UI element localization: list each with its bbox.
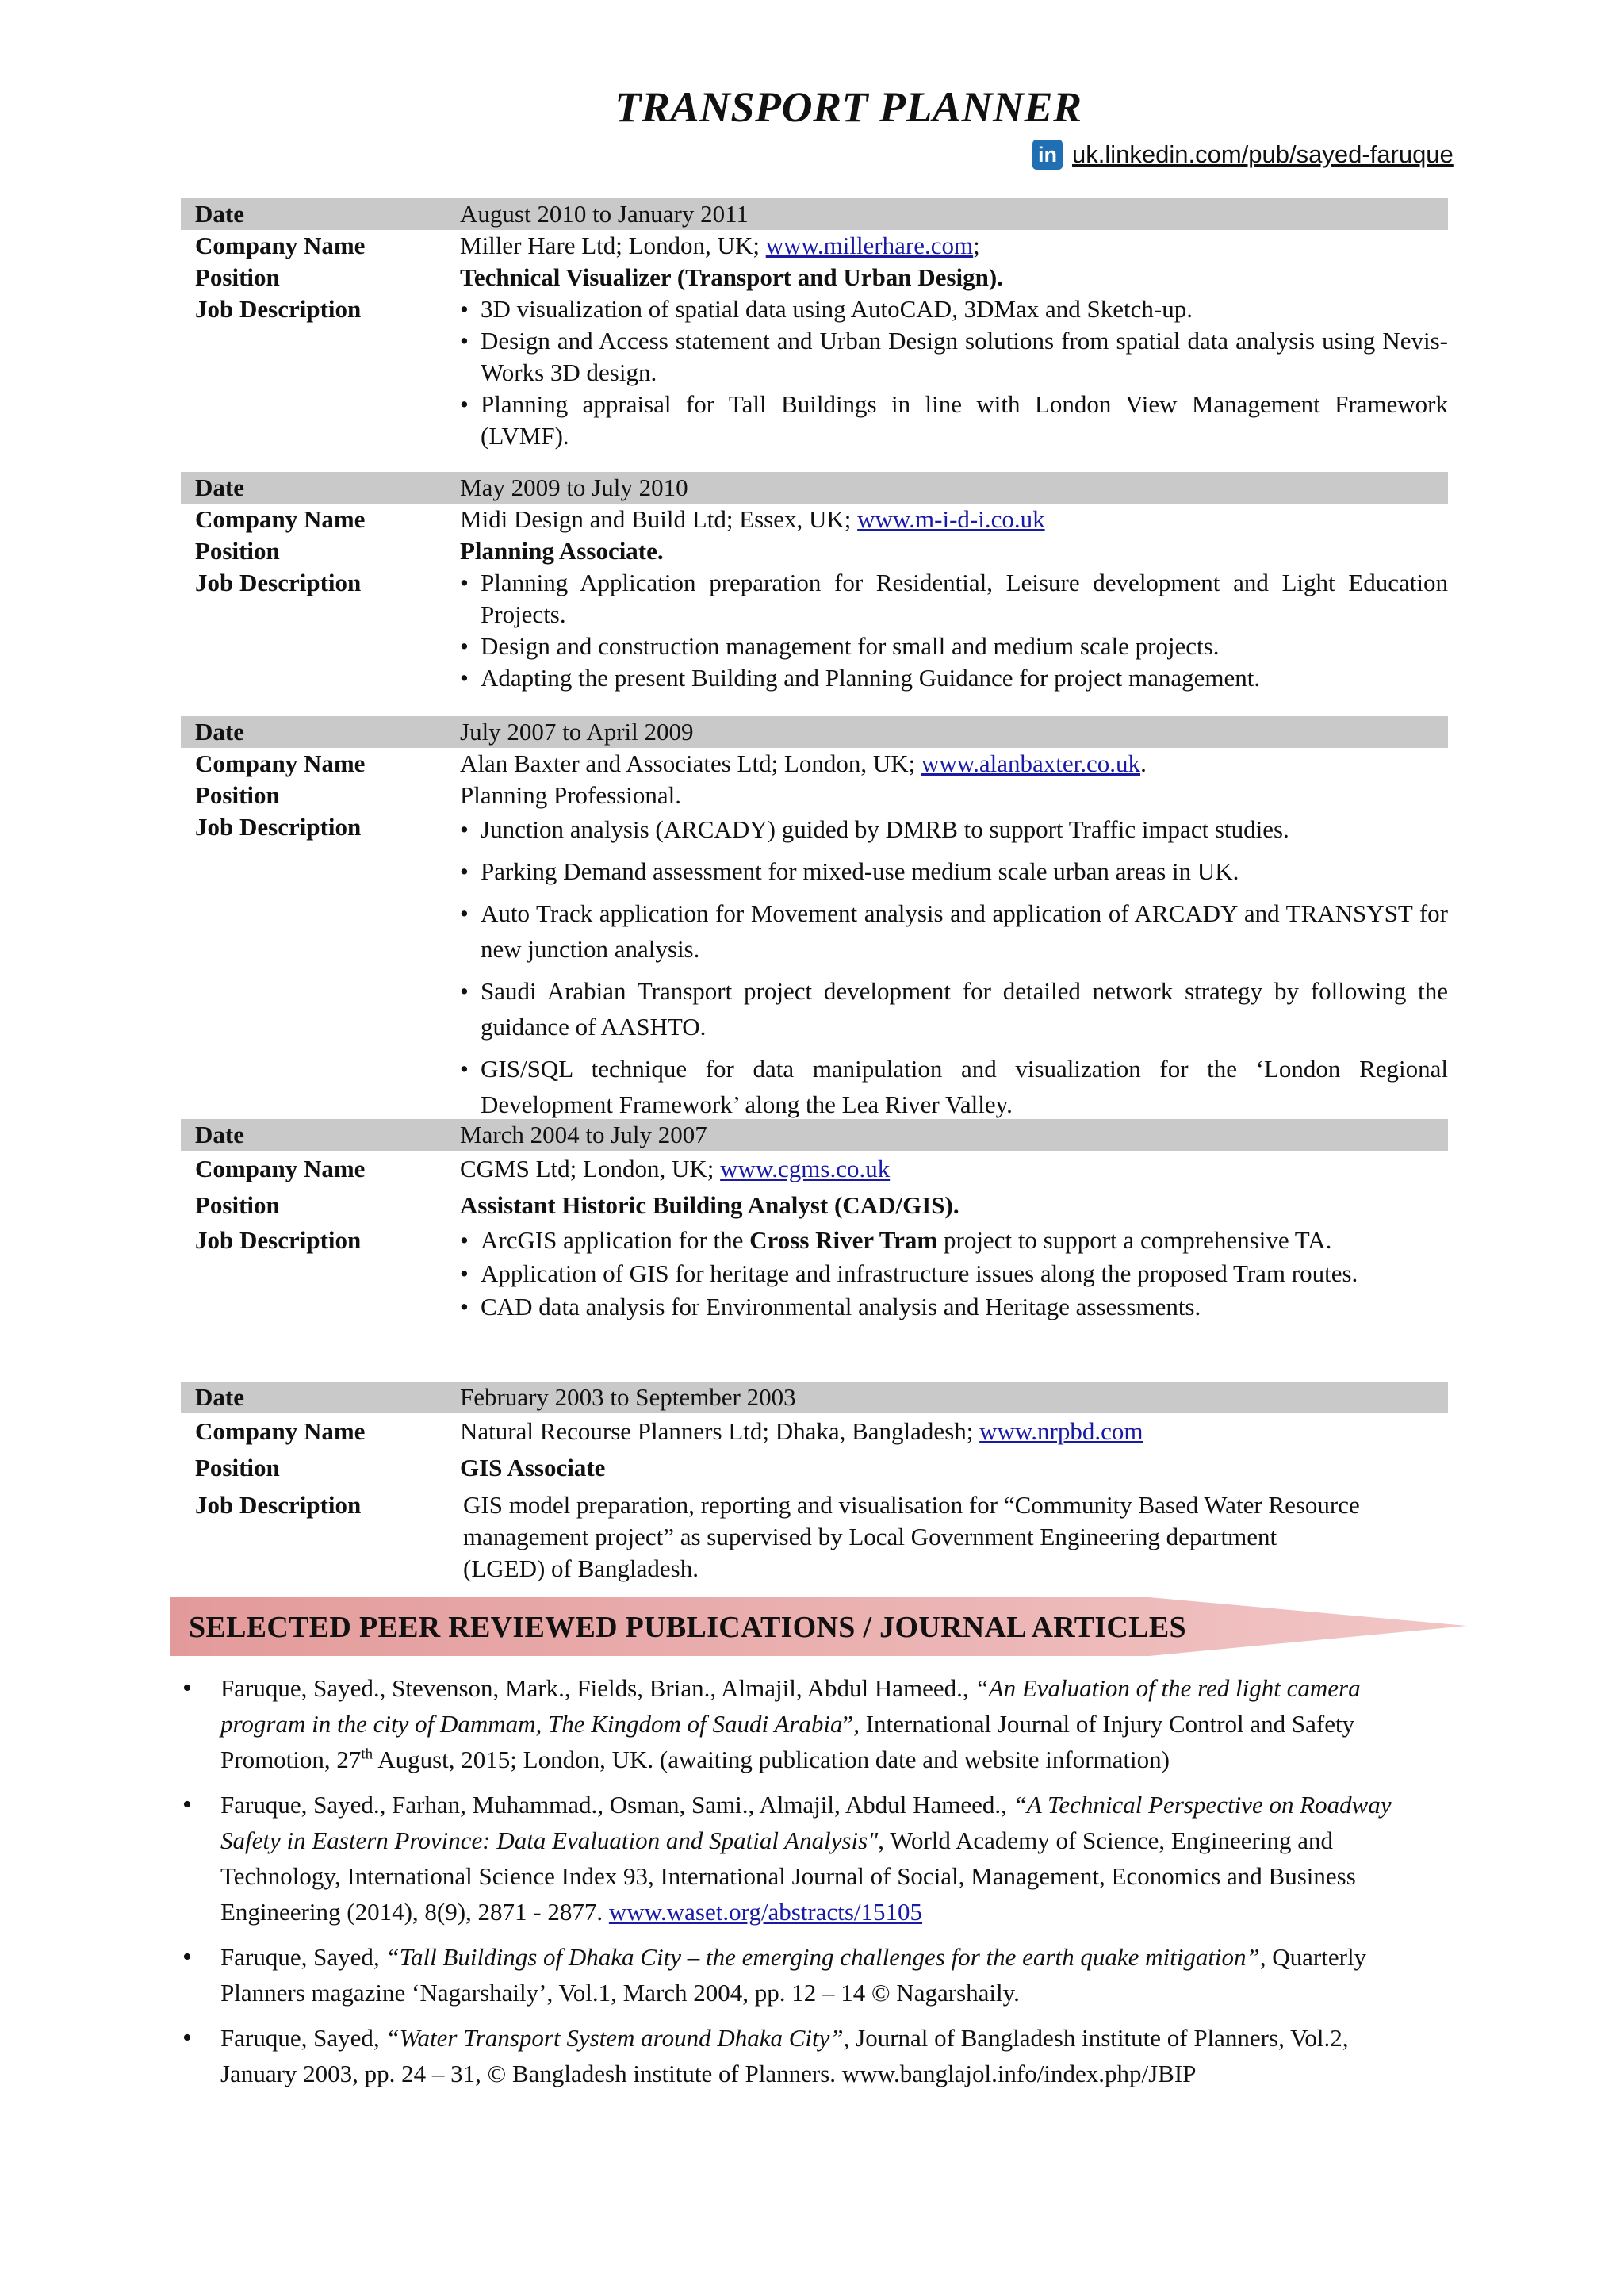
company-link[interactable]: www.m-i-d-i.co.uk [857,505,1045,533]
company-suffix: ; [973,232,980,259]
duty-item: • CAD data analysis for Environmental analysis and Heritage assessments. [460,1290,1448,1324]
date-label: Date [195,473,244,501]
job-date: August 2010 to January 2011 [460,200,749,228]
job-entry [181,1382,1448,1585]
publications-heading: SELECTED PEER REVIEWED PUBLICATIONS / JOURNAL ARTICLES [189,1611,1186,1644]
job-position: Planning Professional. [460,781,681,809]
pub-source: , World Academy of Science, Engineering and Technology, International Science Index 93, International Journal of Social, Management, Economics and Business Engineering (2014), 8(9), 2871 - 2877. [220,1826,1356,1926]
position-label: Position [195,1454,280,1481]
pub-authors: Faruque, Sayed., Stevenson, Mark., Fields, Brian., Almajil, Abdul Hameed., [220,1674,975,1702]
job-position: Planning Associate. [460,537,664,565]
duty-list [460,293,1448,452]
duty-item: • Design and construction management for small and medium scale projects. [460,631,1448,662]
company-suffix: . [1140,749,1147,777]
job-entry [181,1119,1448,1324]
job-date: February 2003 to September 2003 [460,1383,796,1411]
position-label: Position [195,1191,280,1219]
duty-item: • GIS/SQL technique for data manipulation and visualization for the ‘London Regional Development Framework’ along the Lea River Valley. [460,1051,1448,1122]
publication-item [181,1939,1426,2010]
job-description: GIS model preparation, reporting and visualisation for “Community Based Water Resource management project” as supervised by Local Government Engineering department (LGED) of Bangladesh. [463,1491,1360,1582]
duty-text: project to support a comprehensive TA. [937,1226,1332,1254]
company-name [460,504,1448,535]
duty-item: • Adapting the present Building and Planning Guidance for project management. [460,662,1448,694]
duty-highlight: Cross River Tram [749,1226,938,1254]
job-entry [181,472,1448,694]
duty-list [460,811,1448,1129]
company-text: Miller Hare Ltd; London, UK; [460,232,766,259]
duty-item: • Saudi Arabian Transport project development for detailed network strategy by following the guidance of AASHTO. [460,973,1448,1045]
company-label: Company Name [195,505,366,533]
company-link[interactable]: www.nrpbd.com [979,1417,1143,1445]
company-label: Company Name [195,232,366,259]
company-name [460,1413,1448,1450]
linkedin-link[interactable] [1032,140,1454,170]
duty-item: • Planning Application preparation for Residential, Leisure development and Light Education Projects. [460,567,1448,631]
pub-details: , Journal of Bangladesh institute of Planners, Vol.2, January 2003, pp. 24 – 31, © Bangladesh institute of Planners. www.banglajol.info/index.php/JBIP [220,2024,1349,2087]
duty-item: • Planning appraisal for Tall Buildings in line with London View Management Framework (LVMF). [460,389,1448,452]
linkedin-url[interactable]: uk.linkedin.com/pub/sayed-faruque [1072,140,1454,168]
date-row [181,198,1448,230]
date-row [181,1382,1448,1413]
job-position: Technical Visualizer (Transport and Urban Design). [460,263,1003,291]
duty-item: • Design and Access statement and Urban Design solutions from spatial data analysis using Nevis-Works 3D design. [460,325,1448,389]
job-entry [181,716,1448,1129]
duty-item: • Application of GIS for heritage and infrastructure issues along the proposed Tram routes. [460,1257,1448,1290]
job-date: May 2009 to July 2010 [460,473,688,501]
job-position: Assistant Historic Building Analyst (CAD/GIS). [460,1191,959,1219]
company-link[interactable]: www.alanbaxter.co.uk [921,749,1141,777]
publication-item [181,2020,1426,2091]
job-description-label: Job Description [195,569,362,596]
linkedin-icon: in [1032,140,1063,170]
date-label: Date [195,718,244,746]
pub-title: , “Tall Buildings of Dhaka City – the emerging challenges for the earth quake mitigation” [373,1943,1260,1971]
pub-title: “Water Transport System around Dhaka City” [385,2024,844,2052]
date-label: Date [195,1383,244,1411]
company-link[interactable]: www.cgms.co.uk [720,1155,891,1182]
position-label: Position [195,263,280,291]
company-label: Company Name [195,749,366,777]
duty-item [460,1224,1448,1257]
pub-details: , Quarterly Planners magazine ‘Nagarshaily’, Vol.1, March 2004, pp. 12 – 14 © Nagarshaily. [220,1943,1367,2007]
pub-authors: Faruque, Sayed., Farhan, Muhammad., Osman, Sami., Almajil, Abdul Hameed., [220,1791,1013,1819]
pub-details: August, 2015; London, UK. (awaiting publication date and website information) [373,1746,1170,1773]
position-label: Position [195,781,280,809]
duty-item: • 3D visualization of spatial data using AutoCAD, 3DMax and Sketch-up. [460,293,1448,325]
job-description-label: Job Description [195,813,362,841]
company-name [460,748,1448,780]
pub-title: “A Technical Perspective on Roadway Safety in Eastern Province: Data Evaluation and Spatial Analysis" [220,1791,1392,1854]
company-text: CGMS Ltd; London, UK; [460,1155,721,1182]
job-description-label: Job Description [195,1226,362,1254]
job-description-label: Job Description [195,1491,362,1519]
pub-authors: Faruque, Sayed [220,1943,373,1971]
publications-list [181,1670,1426,2101]
page-title: TRANSPORT PLANNER [615,83,1082,131]
pub-source: ”, International Journal of Injury Control and Safety Promotion, 27 [220,1710,1355,1773]
company-name [460,1151,1448,1187]
duty-list [460,567,1448,694]
pub-link[interactable]: www.waset.org/abstracts/15105 [608,1898,923,1926]
publication-item [181,1670,1426,1777]
job-description-label: Job Description [195,295,362,323]
company-label: Company Name [195,1155,366,1182]
company-text: Natural Recourse Planners Ltd; Dhaka, Bangladesh; [460,1417,980,1445]
job-date: July 2007 to April 2009 [460,718,694,746]
company-text: Alan Baxter and Associates Ltd; London, UK; [460,749,922,777]
pub-superscript: th [361,1746,373,1763]
pub-title: “An Evaluation of the red light camera program in the city of Dammam, The Kingdom of Saudi Arabia [220,1674,1361,1738]
job-date: March 2004 to July 2007 [460,1121,707,1148]
duty-list [460,1224,1448,1324]
duty-item: • Auto Track application for Movement analysis and application of ARCADY and TRANSYST for new junction analysis. [460,895,1448,967]
duty-item: • Parking Demand assessment for mixed-use medium scale urban areas in UK. [460,853,1448,889]
publications-banner [170,1597,1467,1659]
pub-authors: Faruque, Sayed, [220,2024,386,2052]
company-label: Company Name [195,1417,366,1445]
job-entry [181,198,1448,452]
company-name [460,230,1448,262]
duty-item: • Junction analysis (ARCADY) guided by DMRB to support Traffic impact studies. [460,811,1448,847]
company-text: Midi Design and Build Ltd; Essex, UK; [460,505,858,533]
publication-item [181,1787,1426,1930]
date-row [181,1119,1448,1151]
date-label: Date [195,200,244,228]
position-label: Position [195,537,280,565]
duty-text: ArcGIS application for the [481,1226,750,1254]
date-row [181,716,1448,748]
date-row [181,472,1448,504]
date-label: Date [195,1121,244,1148]
job-position: GIS Associate [460,1454,606,1481]
company-link[interactable]: www.millerhare.com [765,232,974,259]
